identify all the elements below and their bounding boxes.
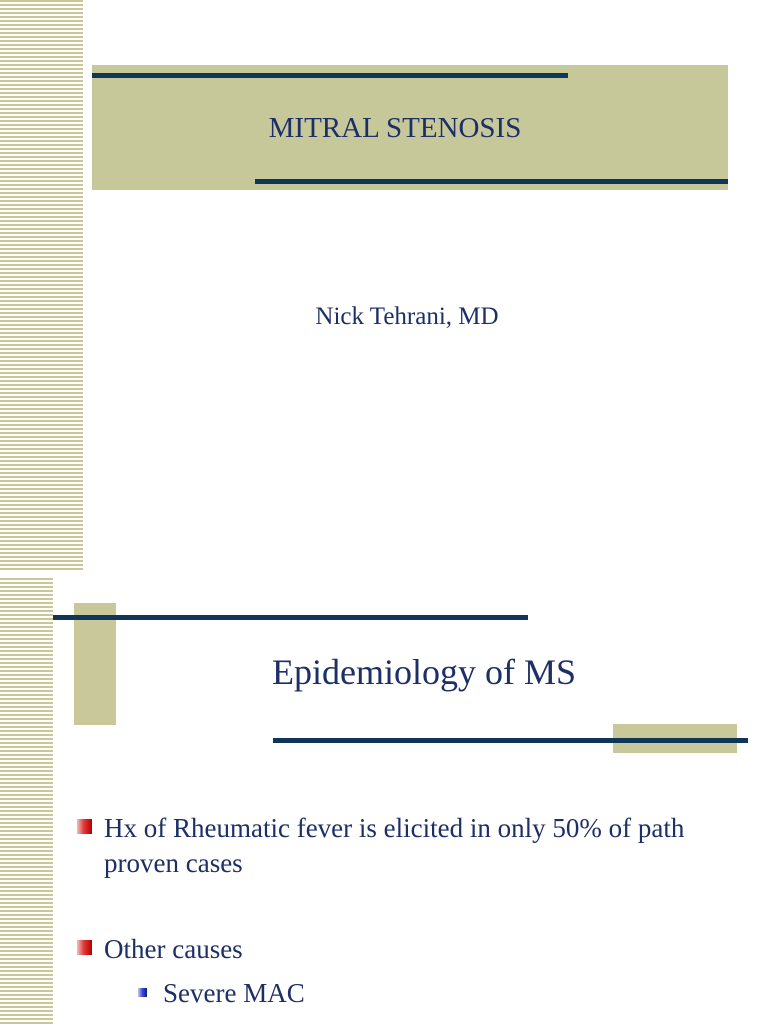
sub-bullet-text: Severe MAC — [163, 978, 305, 1008]
sub-bullet-item — [138, 977, 708, 1010]
bullet-text: Other causes — [104, 934, 243, 964]
slide-epidemiology — [0, 578, 768, 1024]
striped-margin — [0, 0, 83, 570]
red-square-bullet-icon — [77, 819, 92, 834]
slide-title-text: MITRAL STENOSIS — [268, 112, 522, 144]
red-square-bullet-icon — [77, 940, 92, 955]
title-top-rule — [92, 73, 568, 78]
bullet-item — [77, 932, 708, 967]
title-bottom-rule — [255, 179, 728, 184]
author-name: Nick Tehrani, MD — [315, 303, 499, 330]
heading-bottom-rule — [273, 738, 748, 743]
blue-square-bullet-icon — [138, 988, 147, 997]
left-accent-block — [74, 603, 116, 725]
slide-heading: Epidemiology of MS — [272, 652, 576, 692]
heading-top-rule — [53, 615, 528, 620]
bullet-text: Hx of Rheumatic fever is elicited in only 50% of path proven cases — [104, 813, 685, 878]
striped-margin — [0, 578, 53, 1024]
bullet-item — [77, 811, 708, 881]
